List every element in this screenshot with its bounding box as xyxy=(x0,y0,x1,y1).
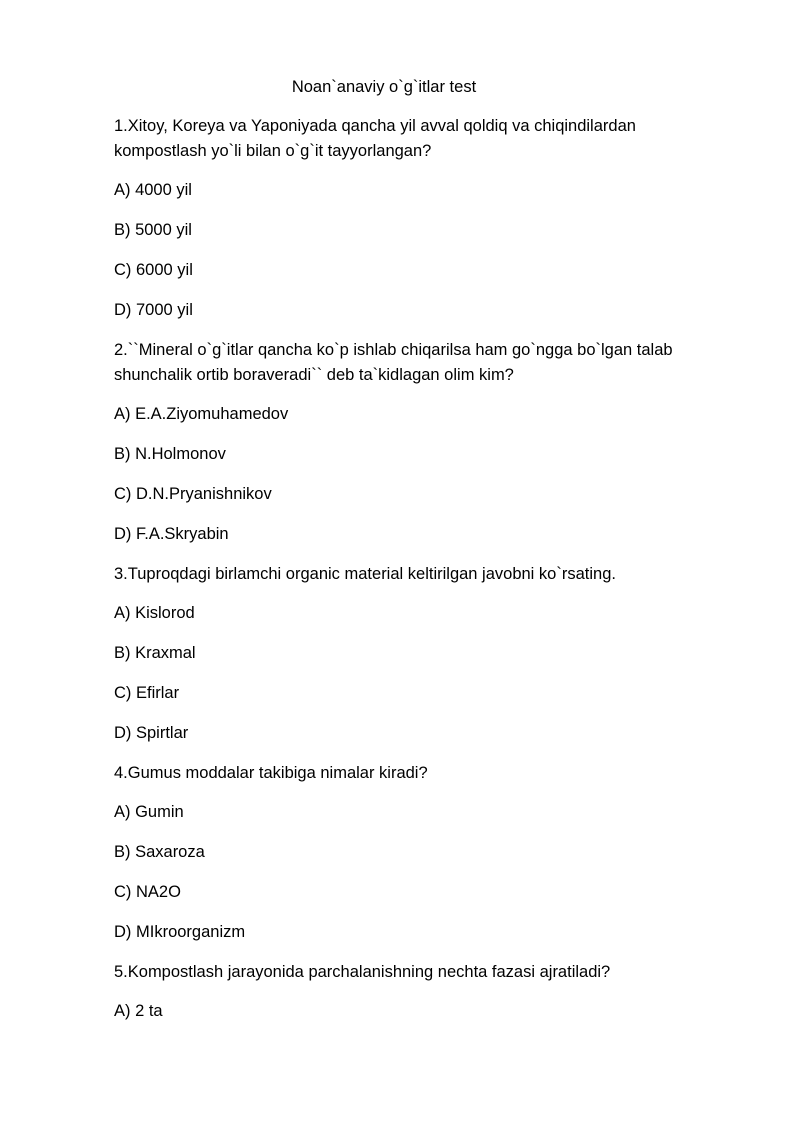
question-4-option-a: A) Gumin xyxy=(114,803,184,821)
question-3-option-a: A) Kislorod xyxy=(114,604,195,622)
question-5-text: 5.Kompostlash jarayonida parchalanishning nechta fazasi ajratiladi? xyxy=(114,963,611,981)
question-2-option-d: D) F.A.Skryabin xyxy=(114,525,229,543)
question-3-option-d: D) Spirtlar xyxy=(114,724,189,742)
question-4-text: 4.Gumus moddalar takibiga nimalar kiradi? xyxy=(114,764,428,782)
question-3-option-b: B) Kraxmal xyxy=(114,644,196,662)
question-3-option-c: C) Efirlar xyxy=(114,684,180,702)
question-1-option-d: D) 7000 yil xyxy=(114,301,193,319)
question-4-option-b: B) Saxaroza xyxy=(114,843,205,861)
question-2-text: 2.``Mineral o`g`itlar qancha ko`p ishlab chiqarilsa ham go`ngga bo`lgan talab shunchalik ortib boraveradi`` deb ta`kidlagan olim kim? xyxy=(114,341,673,384)
question-3-text: 3.Tuproqdagi birlamchi organic material keltirilgan javobni ko`rsating. xyxy=(114,565,616,583)
question-2-option-a: A) E.A.Ziyomuhamedov xyxy=(114,405,289,423)
question-1-text: 1.Xitoy, Koreya va Yaponiyada qancha yil avval qoldiq va chiqindilardan kompostlash yo`li bilan o`g`it tayyorlangan? xyxy=(114,117,636,160)
question-1-option-b: B) 5000 yil xyxy=(114,221,192,239)
test-document xyxy=(114,75,704,1039)
question-1-option-c: C) 6000 yil xyxy=(114,261,193,279)
question-1-option-a: A) 4000 yil xyxy=(114,181,192,199)
question-4-option-d: D) MIkroorganizm xyxy=(114,923,246,941)
question-4-option-c: C) NA2O xyxy=(114,883,181,901)
question-2-option-b: B) N.Holmonov xyxy=(114,445,226,463)
document-title: Noan`anaviy o`g`itlar test xyxy=(291,78,477,96)
question-5-option-a: A) 2 ta xyxy=(114,1002,163,1020)
question-2-option-c: C) D.N.Pryanishnikov xyxy=(114,485,272,503)
